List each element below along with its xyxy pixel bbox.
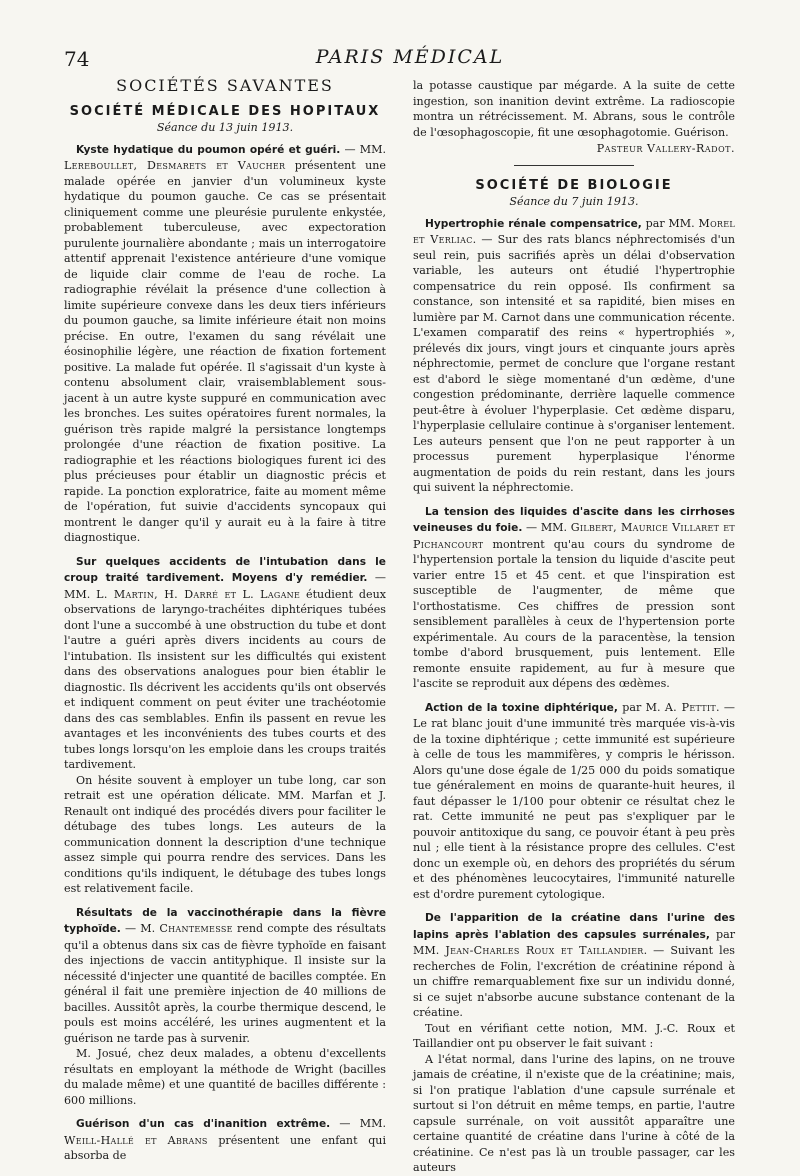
left-column [64, 78, 386, 1164]
right-column [413, 78, 735, 1176]
article-body: rend compte des résultats qu'il a obtenus dans six cas de fièvre typhoïde en faisant des injections de vaccin antityphique. Il insiste sur la nécessité d'injecter une quantité de bacilles comptée. En général il fait une première injection de 40 millions de bacilles. Aussitôt après, la courbe thermique descend, le pouls est moins accéléré, les urines augmentent et la guérison ne tarde pas à survenir. [64, 922, 386, 1045]
article-title: Sur quelques accidents de l'intubation dans le croup traité tardivement. Moyens d'y remédier. [64, 555, 386, 584]
section-rubric: SOCIÉTÉS SAVANTES [116, 76, 334, 95]
article-authors: Gilbert, Maurice Villaret et Pichancourt [413, 521, 736, 551]
article-paragraph: la potasse caustique par mégarde. A la suite de cette ingestion, son inanition devint extrême. La radioscopie montra un rétrécissement. M. Abrans, sous le contrôle de l'œsophagoscopie, fit une œsophagotomie. Guérison. [413, 79, 735, 139]
article-paragraph: On hésite souvent à employer un tube long, car son retrait est une opération délicate. MM. Marfan et J. Renault ont indiqué des procédés divers pour faciliter le détubage des tubes longs. Les auteurs de la communication donnent la description d'une technique assez simple qui pourra rendre des services. Dans les conditions qu'ils indiquent, le détubage des tubes longs est relativement facile. [64, 773, 386, 895]
running-head: PARIS MÉDICAL [315, 46, 505, 68]
page-number: 74 [64, 47, 90, 71]
article-paragraph: M. Josué, chez deux malades, a obtenu d'excellents résultats en employant la méthode de Wright (bacilles du malade même) et une quantité de bacilles différente : 600 millions. [64, 1047, 386, 1107]
article-title: De l'apparition de la créatine dans l'urine des lapins après l'ablation des capsules surrénales, [413, 912, 735, 941]
session-date: Séance du 13 juin 1913. [156, 121, 294, 134]
article-title: Hypertrophie rénale compensatrice, [425, 217, 642, 230]
article-title: Résultats de la vaccinothérapie dans la fièvre typhoïde. [64, 906, 386, 935]
article-title: Kyste hydatique du poumon opéré et guéri. [76, 143, 341, 156]
article-paragraph: Tout en vérifiant cette notion, MM. J.-C. Roux et Taillandier ont pu observer le fait suivant : [413, 1021, 735, 1050]
article-body: présentent une malade opérée en janvier d'un volumineux kyste hydatique du poumon gauche. Ce cas se présentait cliniquement comme une pleurésie purulente enkystée, probablement tuberculeuse, avec expectoration purulente journalière abondante ; mais un interrogatoire attentif apprenait l'existence antérieure d'une vomique de liquide clair comme de l'eau de roche. La radiographie révélait la présence d'une collection à limite supérieure convexe dans les deux tiers inférieurs du poumon gauche, sa limite inférieure était non moins précise. En outre, l'examen du sang révélait une éosinophilie légère, une réaction de fixation fortement positive. La malade fut opérée. Il s'agissait d'un kyste à contenu absolument clair, vraisemblablement sous-jacent à un autre kyste suppuré en communication avec les bronches. Les suites opératoires furent normales, la guérison très rapide malgré la persistance longtemps prolongée d'une réaction de fixation positive. La radiographie et les réactions biologiques furent ici des plus précieuses pour établir un diagnostic précis et rapide. La ponction exploratrice, faite au moment même de l'opération, fut suivie d'accidents syncopaux qui montrent le danger qu'il y aurait eu à la faire à titre diagnostique. [64, 159, 386, 544]
article-paragraph: La tension des liquides d'ascite dans les cirrhoses veineuses du foie. — MM. Gilbert, Maurice Villaret et Pichancourt montrent qu'au cours du syndrome de l'hypertension portale la tension du liquide d'ascite peut varier entre 15 et 45 cent. et que l'inspiration est susceptible de l'augmenter, de même que l'orthostatisme. Ces chiffres de pression sont sensiblement parallèles à ceux de l'hypertension porte expérimentale. Au cours de la paracentèse, la tension tombe d'abord brusquement, puis lentement. Elle remonte ensuite rapidement, au fur à mesure que l'ascite se reproduit aux dépens des œdèmes. [413, 505, 736, 690]
signature: Pasteur Vallery-Radot. [596, 142, 735, 155]
society-heading: SOCIÉTÉ DE BIOLOGIE [475, 177, 673, 193]
article-paragraph: Sur quelques accidents de l'intubation dans le croup traité tardivement. Moyens d'y remédier. — MM. L. Martin, H. Darré et L. Lagane étudient deux observations de laryngo-trachéites diphtériques tubées dont l'une a succombé à une obstruction du tube et dont l'autre a guéri après divers incidents au cours de l'intubation. Ils insistent sur les difficultés qui existent dans des observations analogues pour bien établir le diagnostic. Ils décrivent les accidents qu'ils ont observés et indiquent comment on peut éviter une trachéotomie dans des cas semblables. Enfin ils passent en revue les avantages et les inconvénients des tubes courts et des tubes longs lorsqu'on les emploie dans les croups traités tardivement. [64, 555, 387, 771]
article-title: La tension des liquides d'ascite dans les cirrhoses veineuses du foie. [413, 505, 735, 534]
society-heading: SOCIÉTÉ MÉDICALE DES HOPITAUX [69, 103, 381, 119]
article-authors: A. Pettit [664, 700, 717, 714]
session-date: Séance du 7 juin 1913. [509, 195, 639, 208]
article-body: présentent une enfant qui absorba de [64, 1133, 386, 1162]
article-body: . — Le rat blanc jouit d'une immunité très marquée vis-à-vis de la toxine diphtérique ; cette immunité est supérieure à celle de tous les mammifères, y compris le hérisson. Alors qu'une dose égale de 1/25 000 du poids somatique tue généralement en moins de quarante-huit heures, il faut dépasser le 1/100 pour obtenir ce résultat chez le rat. Cette immunité ne peut pas s'expliquer par le pouvoir antitoxique du sang, ce pouvoir étant à peu près nul ; elle tient à la résistance propre des cellules. C'est donc un exemple où, en dehors des propriétés du sérum et des phénomènes leucocytaires, l'immunité naturelle est d'ordre purement cytologique. [413, 700, 735, 901]
article-body: montrent qu'au cours du syndrome de l'hypertension portale la tension du liquide d'ascite peut varier entre 15 et 45 cent. et que l'inspiration est susceptible de l'augmenter, de même que l'orthostatisme. Ces chiffres de pression sont sensiblement parallèles à ceux de l'hypertension porte expérimentale. Au cours de la paracentèse, la tension tombe d'abord brusquement, puis lentement. Elle remonte ensuite rapidement, au fur à mesure que l'ascite se reproduit aux dépens des œdèmes. [413, 537, 735, 690]
article-body: étudient deux observations de laryngo-trachéites diphtériques tubées dont l'une a succombé à une obstruction du tube et dont l'autre a guéri après divers incidents au cours de l'intubation. Ils insistent sur les difficultés qui existent dans des observations analogues pour bien établir le diagnostic. Ils décrivent les accidents qu'ils ont observés et indiquent comment on peut éviter une trachéotomie dans des cas semblables. Enfin ils passent en revue les avantages et les inconvénients des tubes courts et des tubes longs lorsqu'on les emploie dans les croups traités tardivement. [64, 587, 386, 771]
article-paragraph: Action de la toxine diphtérique, par M. A. Pettit. — Le rat blanc jouit d'une immunité très marquée vis-à-vis de la toxine diphtérique ; cette immunité est supérieure à celle de tous les mammifères, y compris le hérisson. Alors qu'une dose égale de 1/25 000 du poids somatique tue généralement en moins de quarante-huit heures, il faut dépasser le 1/100 pour obtenir ce résultat chez le rat. Cette immunité ne peut pas s'expliquer par le pouvoir antitoxique du sang, ce pouvoir étant à peu près nul ; elle tient à la résistance propre des cellules. C'est donc un exemple où, en dehors des propriétés du sérum et des phénomènes leucocytaires, l'immunité naturelle est d'ordre purement cytologique. [413, 700, 735, 901]
section-divider [514, 165, 634, 166]
article-authors: Jean-Charles Roux et Taillandier [445, 944, 644, 957]
article-title: Action de la toxine diphtérique, [425, 701, 618, 714]
article-paragraph: Guérison d'un cas d'inanition extrême. — MM. Weill-Hallé et Abrans présentent une enfant qui absorba de [64, 1117, 386, 1162]
article-paragraph: Hypertrophie rénale compensatrice, par MM. Morel et Verliac. — Sur des rats blancs néphrectomisés d'un seul rein, puis sacrifiés après un délai d'observation variable, les auteurs ont étudié l'hypertrophie compensatrice du rein opposé. Ils confirment sa constance, son intensité et sa rapidité, bien mises en lumière par M. Carnot dans une communication récente. L'examen comparatif des reins « hypertrophiés », prélevés dix jours, vingt jours et cinquante jours après néphrectomie, permet de conclure que l'organe restant est d'abord le siège momentané d'un œdème, d'une congestion prédominante, derrière laquelle commence peut-être à évoluer l'hyperplasie. Cet œdème disparu, l'hyperplasie cellulaire continue à s'organiser lentement. Les auteurs pensent que l'on ne peut rapporter à un processus purement hyperplasique l'énorme augmentation de poids du rein restant, dans les jours qui suivent la néphrectomie. [413, 216, 736, 494]
article-paragraph: A l'état normal, dans l'urine des lapins, on ne trouve jamais de créatine, il n'existe que de la créatinine; mais, si l'on pratique l'ablation d'une capsule surrénale et surtout si l'on détruit en même temps, en partie, l'autre capsule surrénale, on voit aussitôt apparaître une certaine quantité de créatine dans l'urine à côté de la créatinine. Ce n'est pas là un trouble passager, car les auteurs [413, 1052, 735, 1174]
article-authors: Morel et Verliac [413, 216, 735, 246]
article-authors: L. Martin, H. Darré et L. Lagane [96, 587, 301, 601]
article-authors: Weill-Hallé et Abrans [64, 1133, 208, 1147]
article-paragraph: De l'apparition de la créatine dans l'urine des lapins après l'ablation des capsules surrénales, par MM. Jean-Charles Roux et Taillandier. — Suivant les recherches de Folin, l'excrétion de créatinine répond à un chiffre remarquablement fixe sur un individu donné, si ce sujet n'absorbe aucune substance contenant de la créatine. [413, 912, 735, 1019]
article-paragraph: Kyste hydatique du poumon opéré et guéri. — MM. Lereboullet, Desmarets et Vaucher présentent une malade opérée en janvier d'un volumineux kyste hydatique du poumon gauche. Ce cas se présentait cliniquement comme une pleurésie purulente enkystée, probablement tuberculeuse, avec expectoration purulente journalière abondante ; mais un interrogatoire attentif apprenait l'existence antérieure d'une vomique de liquide clair comme de l'eau de roche. La radiographie révélait la présence d'une collection à limite supérieure convexe dans les deux tiers inférieurs du poumon gauche, sa limite inférieure était non moins précise. En outre, l'examen du sang révélait une éosinophilie légère, une réaction de fixation fortement positive. La malade fut opérée. Il s'agissait d'un kyste à contenu absolument clair, vraisemblablement sous-jacent à un autre kyste suppuré en communication avec les bronches. Les suites opératoires furent normales, la guérison très rapide malgré la persistance longtemps prolongée d'une réaction de fixation positive. La radiographie et les réactions biologiques furent ici des plus précieuses pour établir un diagnostic précis et rapide. La ponction exploratrice, faite au moment même de l'opération, fut suivie d'accidents syncopaux qui montrent le danger qu'il y aurait eu à la faire à titre diagnostique. [64, 142, 386, 544]
article-authors: Chantemesse [159, 922, 233, 935]
article-body: . — Sur des rats blancs néphrectomisés d'un seul rein, puis sacrifiés après un délai d'observation variable, les auteurs ont étudié l'hypertrophie compensatrice du rein opposé. Ils confirment sa constance, son intensité et sa rapidité, bien mises en lumière par M. Carnot dans une communication récente. L'examen comparatif des reins « hypertrophiés », prélevés dix jours, vingt jours et cinquante jours après néphrectomie, permet de conclure que l'organe restant est d'abord le siège momentané d'un œdème, d'une congestion prédominante, derrière laquelle commence peut-être à évoluer l'hyperplasie. Cet œdème disparu, l'hyperplasie cellulaire continue à s'organiser lentement. Les auteurs pensent que l'on ne peut rapporter à un processus purement hyperplasique l'énorme augmentation de poids du rein restant, dans les jours qui suivent la néphrectomie. [413, 233, 736, 494]
article-title: Guérison d'un cas d'inanition extrême. [76, 1118, 331, 1130]
article-authors: Lereboullet, Desmarets et Vaucher [64, 159, 286, 172]
article-body: . — Suivant les recherches de Folin, l'excrétion de créatinine répond à un chiffre remarquablement fixe sur un individu donné, si ce sujet n'absorbe aucune substance contenant de la créatine. [413, 944, 735, 1019]
article-paragraph: Résultats de la vaccinothérapie dans la fièvre typhoïde. — M. Chantemesse rend compte des résultats qu'il a obtenus dans six cas de fièvre typhoïde en faisant des injections de vaccin antityphique. Il insiste sur la nécessité d'injecter une quantité de bacilles comptée. En général il fait une première injection de 40 millions de bacilles. Aussitôt après, la courbe thermique descend, le pouls est moins accéléré, les urines augmentent et la guérison ne tarde pas à survenir. [64, 906, 386, 1045]
